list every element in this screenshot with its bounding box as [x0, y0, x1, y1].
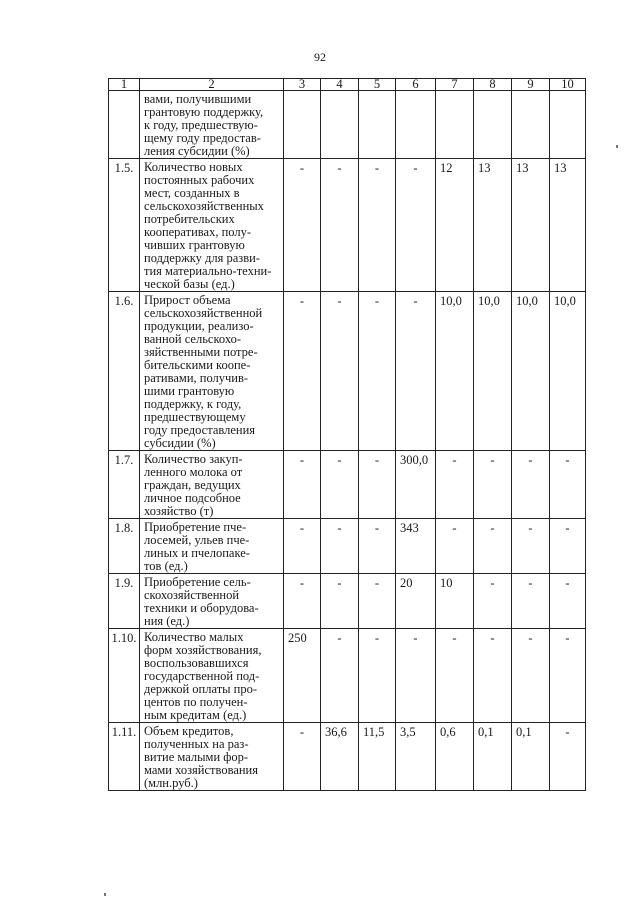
value-cell: 36,6: [321, 723, 359, 791]
indicator-name-line: ления субсидии (%): [144, 144, 250, 158]
indicator-name-line: постоянных рабочих: [144, 173, 255, 187]
value-cell: -: [550, 629, 586, 723]
value-cell: -: [321, 629, 359, 723]
header-cell: 7: [436, 79, 474, 91]
indicator-name-line: поддержку, к году,: [144, 397, 242, 411]
table-row: [109, 451, 586, 519]
indicator-name-line: держкой оплаты про-: [144, 682, 258, 696]
table-row: [109, 159, 586, 292]
value-cell: -: [359, 629, 396, 723]
header-cell: 10: [550, 79, 586, 91]
indicator-name-line: хозяйство (т): [144, 504, 214, 518]
indicator-name-line: поддержку для разви-: [144, 251, 260, 265]
value-cell: 300,0: [396, 451, 436, 519]
value-cell: [512, 91, 550, 159]
indicator-name-line: лосемей, ульев пче-: [144, 533, 250, 547]
row-number: 1.11.: [109, 723, 140, 791]
margin-mark: [616, 145, 618, 148]
value-cell: -: [550, 519, 586, 574]
indicator-name-line: граждан, ведущих: [144, 478, 241, 492]
header-cell: 6: [396, 79, 436, 91]
indicator-name-line: мами хозяйствования: [144, 763, 258, 777]
table-row: [109, 292, 586, 451]
value-cell: -: [436, 629, 474, 723]
indicator-name-line: щему году предостав-: [144, 131, 261, 145]
row-number: 1.8.: [109, 519, 140, 574]
table-row: [109, 723, 586, 791]
table-row: [109, 629, 586, 723]
value-cell: -: [284, 519, 321, 574]
value-cell: 3,5: [396, 723, 436, 791]
value-cell: -: [359, 159, 396, 292]
indicator-name-line: форм хозяйствования,: [144, 643, 262, 657]
value-cell: -: [359, 292, 396, 451]
page-number: 92: [314, 50, 326, 64]
value-cell: 0,1: [474, 723, 512, 791]
indicators-table: [108, 78, 586, 791]
value-cell: -: [321, 574, 359, 629]
table-row: [109, 574, 586, 629]
value-cell: -: [321, 292, 359, 451]
indicator-name-line: Прирост объема: [144, 293, 231, 307]
value-cell: [284, 91, 321, 159]
indicator-name: [140, 574, 284, 629]
value-cell: -: [512, 519, 550, 574]
value-cell: -: [284, 723, 321, 791]
indicator-name-line: бительскими коопе-: [144, 358, 251, 372]
indicator-name: [140, 451, 284, 519]
value-cell: -: [396, 629, 436, 723]
indicator-name-line: шими грантовую: [144, 384, 235, 398]
value-cell: -: [321, 159, 359, 292]
header-cell: 3: [284, 79, 321, 91]
value-cell: 10,0: [474, 292, 512, 451]
indicator-name-line: ния (ед.): [144, 614, 190, 628]
indicator-name-line: году предоставления: [144, 423, 256, 437]
indicator-name-line: мест, созданных в: [144, 186, 240, 200]
value-cell: -: [284, 292, 321, 451]
table-row: [109, 91, 586, 159]
indicator-name-line: Количество новых: [144, 160, 243, 174]
value-cell: -: [436, 451, 474, 519]
header-cell: 9: [512, 79, 550, 91]
indicator-name: [140, 629, 284, 723]
value-cell: -: [550, 723, 586, 791]
value-cell: -: [512, 574, 550, 629]
value-cell: -: [512, 629, 550, 723]
value-cell: -: [550, 451, 586, 519]
indicator-name: [140, 292, 284, 451]
value-cell: [359, 91, 396, 159]
indicator-name-line: тов (ед.): [144, 559, 188, 573]
indicator-name-line: личное подсобное: [144, 491, 241, 505]
indicator-name-line: ленного молока от: [144, 465, 243, 479]
indicator-name-line: Количество малых: [144, 630, 244, 644]
header-cell: 2: [140, 79, 284, 91]
indicator-name-line: вами, получившими: [144, 92, 252, 106]
indicator-name-line: продукции, реализо-: [144, 319, 254, 333]
table-row: [109, 519, 586, 574]
indicator-name-line: линых и пчелопаке-: [144, 546, 250, 560]
row-number: 1.10.: [109, 629, 140, 723]
value-cell: -: [474, 519, 512, 574]
value-cell: -: [474, 574, 512, 629]
indicator-name-line: тия материально-техни-: [144, 264, 272, 278]
value-cell: 12: [436, 159, 474, 292]
indicator-name-line: сельскохозяйственной: [144, 306, 263, 320]
indicator-name-line: кооперативах, полу-: [144, 225, 252, 239]
indicator-name-line: сельскохозяйственных: [144, 199, 264, 213]
indicator-name-line: скохозяйственной: [144, 588, 240, 602]
indicator-name-line: центов по получен-: [144, 695, 248, 709]
value-cell: -: [284, 574, 321, 629]
value-cell: -: [321, 519, 359, 574]
value-cell: -: [284, 159, 321, 292]
indicator-name-line: Приобретение пче-: [144, 520, 247, 534]
indicator-name-line: чивших грантовую: [144, 238, 245, 252]
value-cell: -: [550, 574, 586, 629]
value-cell: 250: [284, 629, 321, 723]
value-cell: 10: [436, 574, 474, 629]
header-cell: 4: [321, 79, 359, 91]
indicator-name-line: субсидии (%): [144, 436, 216, 450]
value-cell: 20: [396, 574, 436, 629]
value-cell: -: [474, 451, 512, 519]
header-cell: 8: [474, 79, 512, 91]
value-cell: -: [474, 629, 512, 723]
value-cell: 11,5: [359, 723, 396, 791]
indicator-name-line: Приобретение сель-: [144, 575, 251, 589]
value-cell: -: [436, 519, 474, 574]
indicator-name-line: ванной сельскохо-: [144, 332, 242, 346]
row-number: 1.6.: [109, 292, 140, 451]
value-cell: 13: [512, 159, 550, 292]
value-cell: [550, 91, 586, 159]
indicator-name-line: витие малыми фор-: [144, 750, 249, 764]
header-cell: 1: [109, 79, 140, 91]
indicator-name: [140, 159, 284, 292]
value-cell: 13: [474, 159, 512, 292]
indicator-name-line: полученных на раз-: [144, 737, 249, 751]
value-cell: -: [359, 574, 396, 629]
value-cell: 343: [396, 519, 436, 574]
value-cell: [321, 91, 359, 159]
indicator-name: [140, 723, 284, 791]
indicator-name-line: ческой базы (ед.): [144, 277, 235, 291]
indicator-name-line: ративами, получив-: [144, 371, 249, 385]
indicator-name-line: потребительских: [144, 212, 235, 226]
indicator-name-line: Объем кредитов,: [144, 724, 234, 738]
indicator-name: [140, 519, 284, 574]
indicator-name-line: предшествующему: [144, 410, 246, 424]
indicator-name-line: воспользовавшихся: [144, 656, 249, 670]
indicator-name-line: к году, предшествую-: [144, 118, 258, 132]
indicator-name-line: зяйственными потре-: [144, 345, 258, 359]
indicator-name-line: техники и оборудова-: [144, 601, 259, 615]
row-number: 1.7.: [109, 451, 140, 519]
value-cell: 10,0: [436, 292, 474, 451]
value-cell: -: [359, 519, 396, 574]
value-cell: [436, 91, 474, 159]
value-cell: 10,0: [550, 292, 586, 451]
row-number: 1.9.: [109, 574, 140, 629]
indicator-name: [140, 91, 284, 159]
indicator-name-line: государственной под-: [144, 669, 260, 683]
margin-mark: [104, 893, 106, 896]
header-row: [109, 79, 586, 91]
value-cell: 0,1: [512, 723, 550, 791]
indicator-name-line: (млн.руб.): [144, 776, 198, 790]
value-cell: [396, 91, 436, 159]
value-cell: 13: [550, 159, 586, 292]
indicator-name-line: Количество закуп-: [144, 452, 243, 466]
indicator-name-line: ным кредитам (ед.): [144, 708, 247, 722]
header-cell: 5: [359, 79, 396, 91]
row-number: 1.5.: [109, 159, 140, 292]
value-cell: [474, 91, 512, 159]
value-cell: -: [321, 451, 359, 519]
value-cell: 0,6: [436, 723, 474, 791]
value-cell: -: [396, 292, 436, 451]
value-cell: -: [396, 159, 436, 292]
value-cell: -: [512, 451, 550, 519]
row-number: [109, 91, 140, 159]
value-cell: -: [359, 451, 396, 519]
value-cell: 10,0: [512, 292, 550, 451]
indicator-name-line: грантовую поддержку,: [144, 105, 264, 119]
value-cell: -: [284, 451, 321, 519]
